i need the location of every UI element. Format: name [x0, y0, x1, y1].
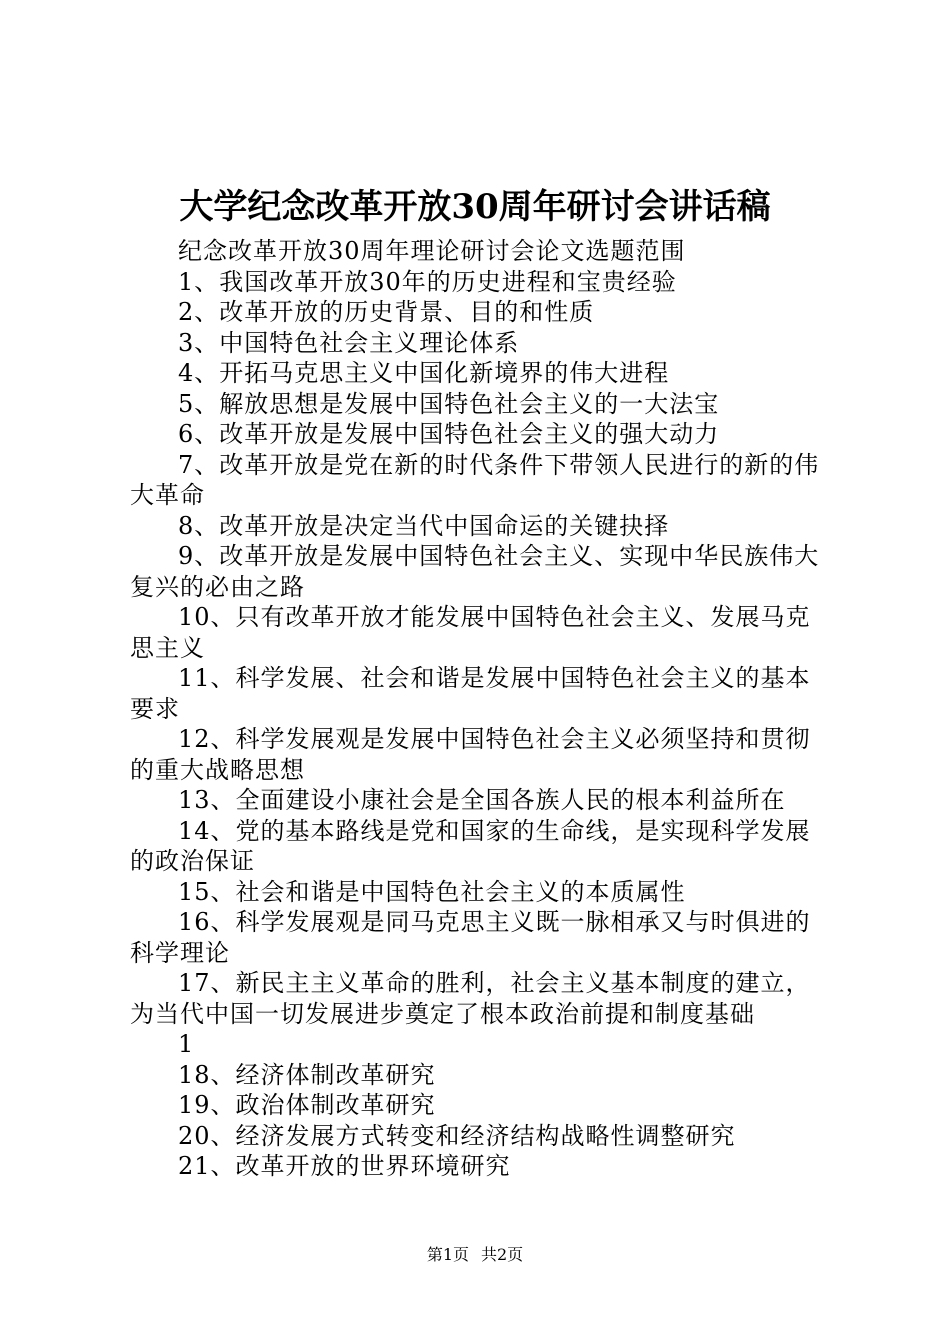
- paragraph: 19、政治体制改革研究: [178, 1091, 436, 1119]
- paragraph: 5、解放思想是发展中国特色社会主义的一大法宝: [178, 389, 720, 418]
- paragraph: 16、科学发展观是同马克思主义既一脉相承又与时俱进的科学理论: [130, 908, 811, 967]
- paragraph: 14、党的基本路线是党和国家的生命线，是实现科学发展的政治保证: [130, 816, 811, 875]
- page-title: 大学纪念改革开放30周年研讨会讲话稿: [179, 187, 771, 227]
- paragraph: 17、新民主主义革命的胜利，社会主义基本制度的建立，为当代中国一切发展进步奠定了根本政治前提和制度基础: [130, 969, 811, 1028]
- document-body: [130, 236, 830, 1182]
- paragraph: 15、社会和谐是中国特色社会主义的本质属性: [178, 877, 686, 906]
- paragraph: 8、改革开放是决定当代中国命运的关键抉择: [178, 511, 670, 540]
- paragraph: 11、科学发展、社会和谐是发展中国特色社会主义的基本要求: [130, 664, 811, 723]
- page-number: 第1页: [426, 1245, 469, 1264]
- paragraph: 1: [178, 1030, 195, 1058]
- paragraph: 4、开拓马克思主义中国化新境界的伟大进程: [178, 359, 670, 387]
- paragraph: 3、中国特色社会主义理论体系: [178, 328, 520, 357]
- paragraph: 9、改革开放是发展中国特色社会主义、实现中华民族伟大复兴的必由之路: [130, 542, 820, 601]
- paragraph: 21、改革开放的世界环境研究: [178, 1152, 511, 1180]
- paragraph: 10、只有改革开放才能发展中国特色社会主义、发展马克思主义: [130, 603, 811, 662]
- paragraph: 1、我国改革开放30年的历史进程和宝贵经验: [178, 267, 677, 296]
- paragraph: 7、改革开放是党在新的时代条件下带领人民进行的新的伟大革命: [130, 450, 820, 509]
- paragraph: 18、经济体制改革研究: [178, 1060, 436, 1089]
- page-footer: [0, 1244, 950, 1266]
- paragraph: 13、全面建设小康社会是全国各族人民的根本利益所在: [178, 786, 786, 814]
- paragraph: 2、改革开放的历史背景、目的和性质: [178, 298, 595, 326]
- page-total: 共2页: [481, 1245, 524, 1264]
- paragraph: 20、经济发展方式转变和经济结构战略性调整研究: [178, 1121, 736, 1150]
- paragraph: 6、改革开放是发展中国特色社会主义的强大动力: [178, 420, 720, 448]
- paragraph: 纪念改革开放30周年理论研讨会论文选题范围: [178, 237, 686, 265]
- paragraph: 12、科学发展观是发展中国特色社会主义必须坚持和贯彻的重大战略思想: [130, 725, 811, 784]
